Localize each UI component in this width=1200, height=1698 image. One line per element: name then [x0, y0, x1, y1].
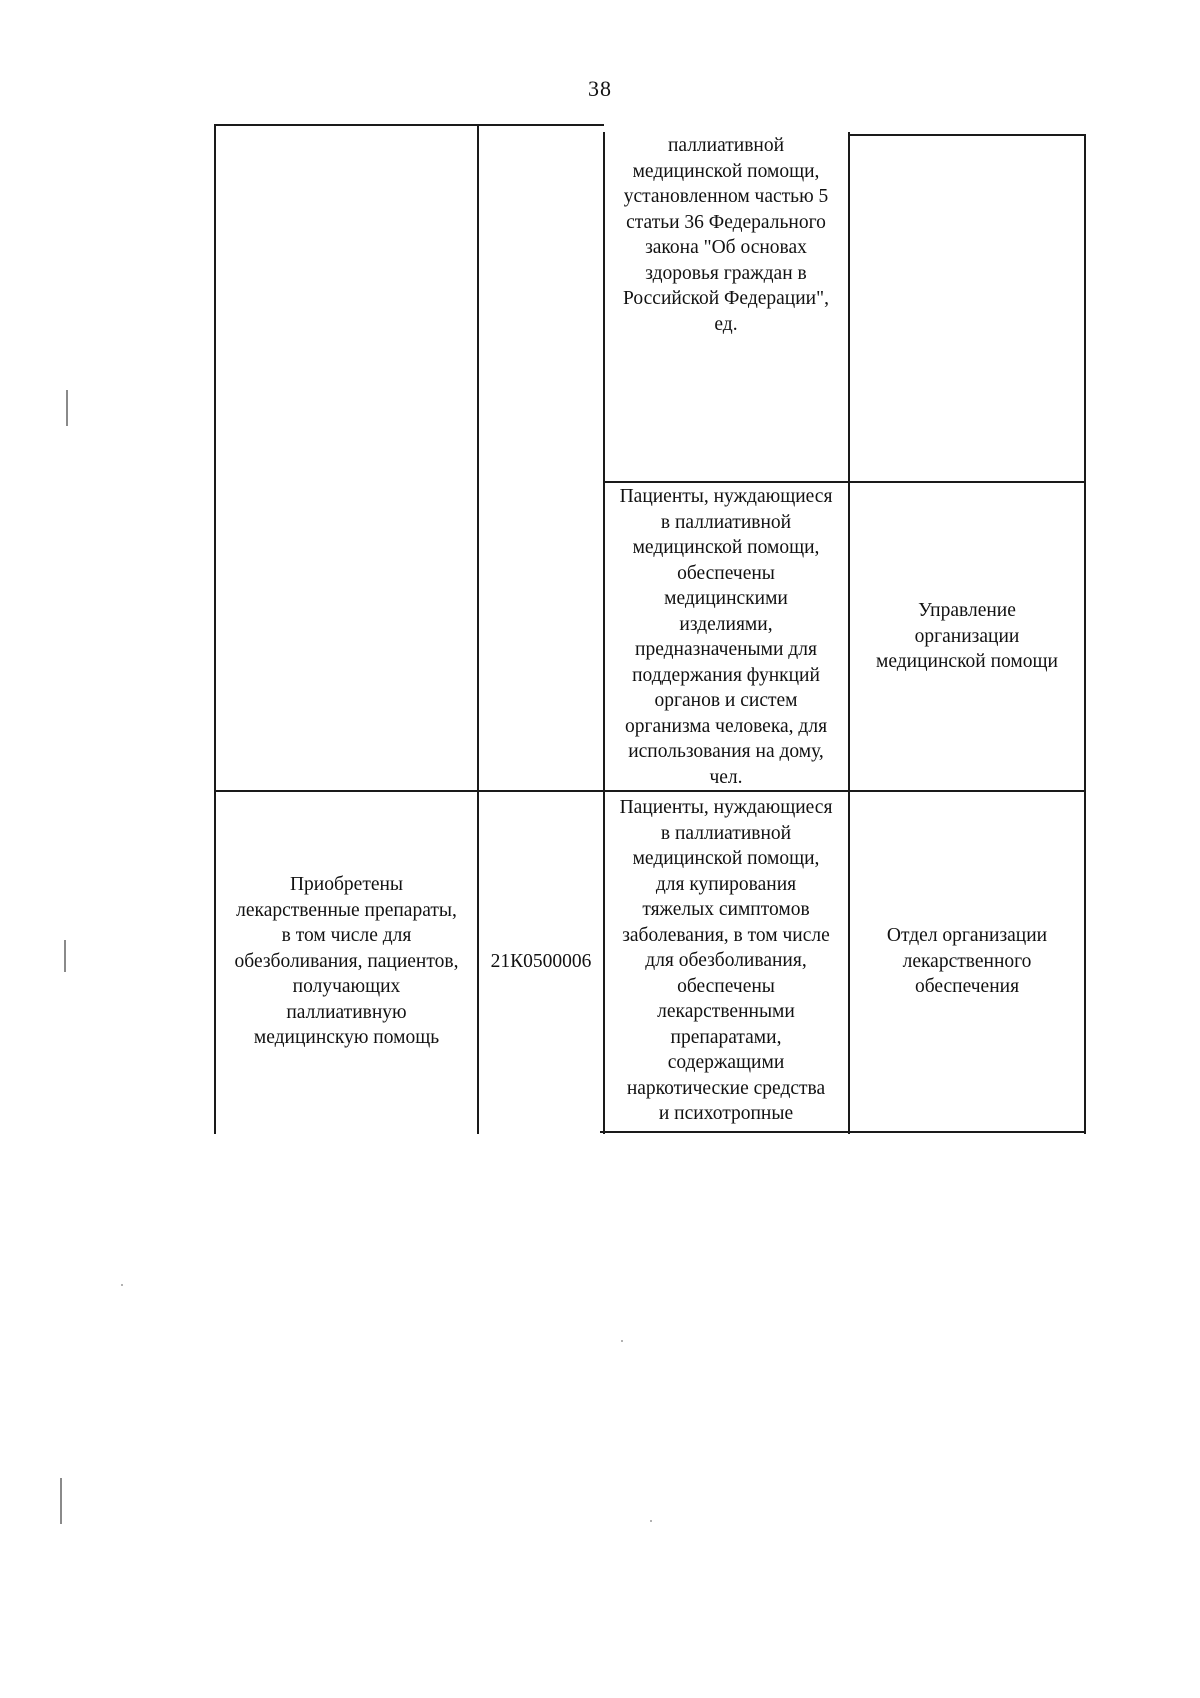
- table-top-border: [214, 124, 604, 126]
- row3-col3-text: Пациенты, нуждающиеся в паллиативной медицинской помощи, для купирования тяжелых симптомов заболевания, в том числе для обезболивания, обеспечены лекарственными препаратами, содержащими наркотические средства и психотропные: [619, 797, 833, 1124]
- table-border-right: [1084, 134, 1086, 1134]
- table-top-border-right: [849, 134, 1085, 136]
- scan-mark: [60, 1478, 62, 1524]
- scan-speck: [121, 1284, 123, 1286]
- row3-col1-text: Приобретены лекарственные препараты, в том числе для обезболивания, пациентов, получающих паллиативную медицинскую помощь: [234, 874, 459, 1049]
- row1-bottom-border: [604, 481, 1085, 483]
- table-bottom-border: [600, 1131, 1085, 1133]
- row2-bottom-border: [214, 790, 1085, 792]
- row3-col2-text: 21К0500006: [490, 950, 592, 972]
- row1-col3-text: паллиативной медицинской помощи, установленном частью 5 статьи 36 Федерального закона "Об основах здоровья граждан в Российской Федерации", ед.: [623, 135, 829, 335]
- scan-speck: [650, 1520, 652, 1522]
- row2-col3-text: Пациенты, нуждающиеся в паллиативной медицинской помощи, обеспечены медицинскими изделиями, предназначеными для поддержания функций органов и систем организма человека, для использования на дому, чел.: [619, 486, 833, 788]
- row2-col4-text: Управление организации медицинской помощи: [876, 600, 1058, 673]
- scan-mark: [64, 940, 66, 972]
- scan-mark: [66, 390, 68, 426]
- scan-speck: [621, 1340, 623, 1342]
- page-number: 38: [588, 76, 612, 101]
- row3-col4-text: Отдел организации лекарственного обеспечения: [886, 925, 1048, 998]
